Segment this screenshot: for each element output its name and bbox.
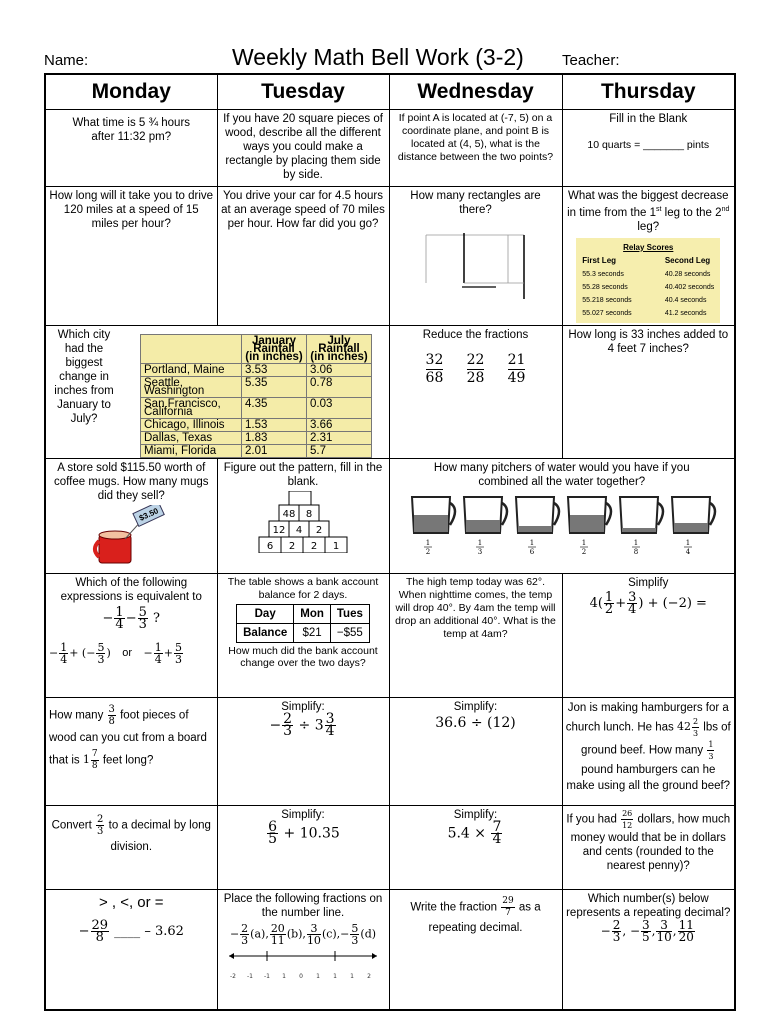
mugs-question: A store sold $115.50 worth of coffee mugs. How many mugs did they sell?	[54, 461, 209, 502]
drive-time-question: How long will it take you to drive 120 miles at a speed of 15 miles per hour?	[49, 190, 214, 230]
r1-monday-question	[45, 110, 217, 187]
expression-target: − $\frac{1}{4}$ − $\frac{5}{3}$ ?	[102, 604, 160, 632]
r3-wednesday-question	[389, 325, 562, 458]
repeating-options: − $\frac{2}{3}$ , − $\frac{3}{5}$ , $\frac{3}{10}$ , $\frac{11}{20}$	[600, 917, 694, 944]
bank-balance-table: Day Mon Tues Balance $21 −$55	[236, 604, 370, 643]
svg-text:48: 48	[282, 508, 296, 520]
r3-monday-tuesday-question	[45, 325, 389, 458]
svg-text:1: 1	[685, 538, 690, 547]
svg-text:-1: -1	[264, 972, 270, 980]
svg-text:6: 6	[529, 547, 534, 556]
svg-text:1: 1	[316, 972, 320, 980]
worksheet-title: Weekly Math Bell Work (3-2)	[232, 44, 524, 70]
r7-monday-question	[45, 805, 217, 889]
svg-text:1: 1	[581, 538, 586, 547]
r4-wednesday-thursday-question	[389, 458, 735, 573]
bell-work-grid	[44, 73, 736, 1011]
r3-thursday-question	[562, 325, 735, 458]
svg-text:1: 1	[282, 972, 286, 980]
svg-text:2: 2	[288, 540, 296, 552]
r6-wednesday-question	[389, 697, 562, 805]
r2-monday-question	[45, 187, 217, 326]
compare-expression: − $\frac{29}{8}$ ____ – 3.62	[78, 917, 184, 945]
wood-pieces-question: How many $\frac{3}{8}$ foot pieces of wood can you cut from a board that is 1 $\frac{7}{8}$ feet long?	[49, 703, 207, 771]
svg-text:-2: -2	[230, 972, 236, 980]
fill-blank-title: Fill in the Blank	[609, 113, 688, 125]
svg-text:-1: -1	[247, 972, 253, 980]
rainfall-table: January Rainfall (in inches) July Rainfall (in inches) Portland, Maine 3.53 3.06 Seattle, Washington 5.35 0.78 San Francisco, California 4.35 0.03 Chicago, Illinois 1.53 3.66 Dallas, Texas 1.83 2.31 Miami, Florida 2.01 5.7	[140, 334, 372, 458]
r8-monday-question	[45, 889, 217, 1010]
coffee-mug-icon	[91, 505, 171, 567]
svg-text:2: 2	[315, 524, 323, 536]
rainfall-question: Which city had the biggest change in inches from January to July?	[54, 328, 114, 425]
bank-question: The table shows a bank account balance for 2 days.	[227, 575, 379, 601]
bank-change-question: How much did the bank account change over the two days?	[228, 644, 378, 669]
simplify-label: Simplify	[628, 576, 669, 589]
r7-wednesday-question	[389, 805, 562, 889]
number-line	[223, 946, 383, 984]
r7-tuesday-question	[217, 805, 389, 889]
svg-text:2: 2	[367, 972, 371, 980]
inches-question: How long is 33 inches added to 4 feet 7 inches?	[568, 328, 729, 355]
simplify-label: Simplify:	[281, 808, 325, 821]
r8-thursday-question	[562, 889, 735, 1010]
repeating-decimal-question: Write the fraction $\frac{29}{7}$ as a repeating decimal.	[410, 895, 541, 934]
pattern-question: Figure out the pattern, fill in the blank.	[223, 461, 383, 488]
r5-monday-question	[45, 573, 217, 697]
pitchers-figure	[402, 491, 722, 557]
svg-text:0: 0	[299, 972, 303, 980]
r1-wednesday-question	[389, 110, 562, 187]
addition-expression: $\frac{6}{5}$ + 10.35	[268, 818, 340, 847]
fractions-to-reduce: $\frac{32}{68}$ $\frac{22}{28}$ $\frac{21}{49}$	[425, 351, 526, 386]
r8-tuesday-question	[217, 889, 389, 1010]
worksheet-header	[44, 44, 726, 74]
r2-tuesday-question	[217, 187, 389, 326]
rectangles-question: How many rectangles are there?	[410, 190, 541, 216]
svg-text:2: 2	[425, 547, 430, 556]
number-line-question: Place the following fractions on the number line.	[223, 892, 383, 919]
day-header-tuesday: Tuesday	[217, 74, 389, 110]
quarts-question: 10 quarts = _______ pints	[587, 139, 710, 151]
svg-text:1: 1	[333, 972, 337, 980]
equivalent-expression-question: Which of the following expressions is equivalent to	[60, 576, 202, 603]
relay-question: What was the biggest decrease in time from the 1st leg to the 2nd leg?	[567, 190, 730, 233]
number-pyramid	[243, 491, 363, 553]
relay-scores-table: Relay Scores First Leg 55.3 seconds 55.28 seconds 55.218 seconds 55.027 seconds Second Leg 40.28 seconds 40.402 seconds 40.4 seconds 41.2 seconds	[576, 238, 720, 323]
number-line-fractions: − $\frac{2}{3}$ (a), $\frac{20}{11}$ (b), $\frac{3}{10}$ (c),− $\frac{5}{3}$ (d)	[229, 921, 377, 947]
svg-text:2: 2	[310, 540, 318, 552]
long-division-question: Convert $\frac{2}{3}$ to a decimal by long division.	[51, 813, 211, 853]
day-header-monday: Monday	[45, 74, 217, 110]
drive-distance-question: You drive your car for 4.5 hours at an average speed of 70 miles per hour. How far did you go?	[221, 190, 385, 230]
svg-text:1: 1	[633, 538, 638, 547]
r6-thursday-question	[562, 697, 735, 805]
simplify-label: Simplify:	[281, 700, 325, 713]
distance-question: If point A is located at (-7, 5) on a coordinate plane, and point B is located at (4, 5), what is the distance between the two points?	[397, 112, 554, 163]
r1-tuesday-question	[217, 110, 389, 187]
temperature-question: The high temp today was 62°. When nighttime comes, the temp will drop 40°. By 4am the temp will drop an additional 40°. What is the temp at 4am?	[395, 575, 556, 640]
svg-text:3: 3	[477, 547, 482, 556]
r2-wednesday-question	[389, 187, 562, 326]
svg-text:4: 4	[295, 524, 303, 536]
teacher-label: Teacher:	[562, 52, 620, 69]
svg-text:1: 1	[529, 538, 534, 547]
svg-text:4: 4	[685, 547, 690, 556]
r4-monday-question	[45, 458, 217, 573]
r1-thursday-question	[562, 110, 735, 187]
price-tag-label: $3.50	[138, 506, 161, 523]
multiplication-expression: 5.4 × $\frac{7}{4}$	[447, 818, 502, 847]
money-question: If you had $\frac{26}{12}$ dollars, how much money would that be in dollars and cents (rounded to the nearest penny)?	[566, 808, 731, 872]
reduce-fractions-question: Reduce the fractions	[422, 328, 529, 341]
day-header-wednesday: Wednesday	[389, 74, 562, 110]
simplify-expression: 4( $\frac{1}{2}$ + $\frac{3}{4}$ ) + (−2) =	[589, 589, 707, 617]
r5-thursday-question	[562, 573, 735, 697]
svg-text:12: 12	[272, 524, 286, 536]
day-header-thursday: Thursday	[562, 74, 735, 110]
r6-tuesday-question	[217, 697, 389, 805]
r5-tuesday-question	[217, 573, 389, 697]
svg-text:1: 1	[350, 972, 354, 980]
svg-text:8: 8	[305, 508, 313, 520]
svg-text:2: 2	[581, 547, 586, 556]
hamburger-question: Jon is making hamburgers for a church lunch. He has 42 $\frac{2}{3}$ lbs of ground beef. How many $\frac{1}{3}$ pound hamburgers can he make using all the ground beef?	[565, 701, 731, 792]
r6-monday-question	[45, 697, 217, 805]
name-label: Name:	[44, 52, 89, 69]
rectangles-figure	[416, 223, 536, 303]
r7-thursday-question	[562, 805, 735, 889]
r4-tuesday-question	[217, 458, 389, 573]
time-question: What time is 5 ¾ hours after 11:32 pm?	[72, 117, 191, 143]
svg-text:1: 1	[477, 538, 482, 547]
svg-text:1: 1	[332, 540, 340, 552]
which-repeating-question: Which number(s) below represents a repeating decimal?	[566, 892, 731, 919]
simplify-label: Simplify:	[453, 808, 498, 821]
pitchers-question: How many pitchers of water would you have if you combined all the water together?	[433, 461, 690, 488]
r8-wednesday-question	[389, 889, 562, 1010]
compare-question: > , <, or =	[98, 893, 164, 911]
svg-text:1: 1	[425, 538, 430, 547]
r2-thursday-question	[562, 187, 735, 326]
decimal-division-expression: 36.6 ÷ (12)	[435, 714, 516, 731]
division-expression: − $\frac{2}{3}$ ÷ 3 $\frac{3}{4}$	[269, 710, 335, 739]
svg-text:8: 8	[633, 547, 638, 556]
expression-options: − $\frac{1}{4}$ + (− $\frac{5}{3}$ ) or − $\frac{1}{4}$ + $\frac{5}{3}$	[49, 640, 182, 666]
r5-wednesday-question	[389, 573, 562, 697]
simplify-label: Simplify:	[453, 700, 498, 713]
svg-text:6: 6	[266, 540, 274, 552]
rectangle-question: If you have 20 square pieces of wood, describe all the different ways you could make a rectangle by placing them side by side.	[223, 113, 383, 181]
